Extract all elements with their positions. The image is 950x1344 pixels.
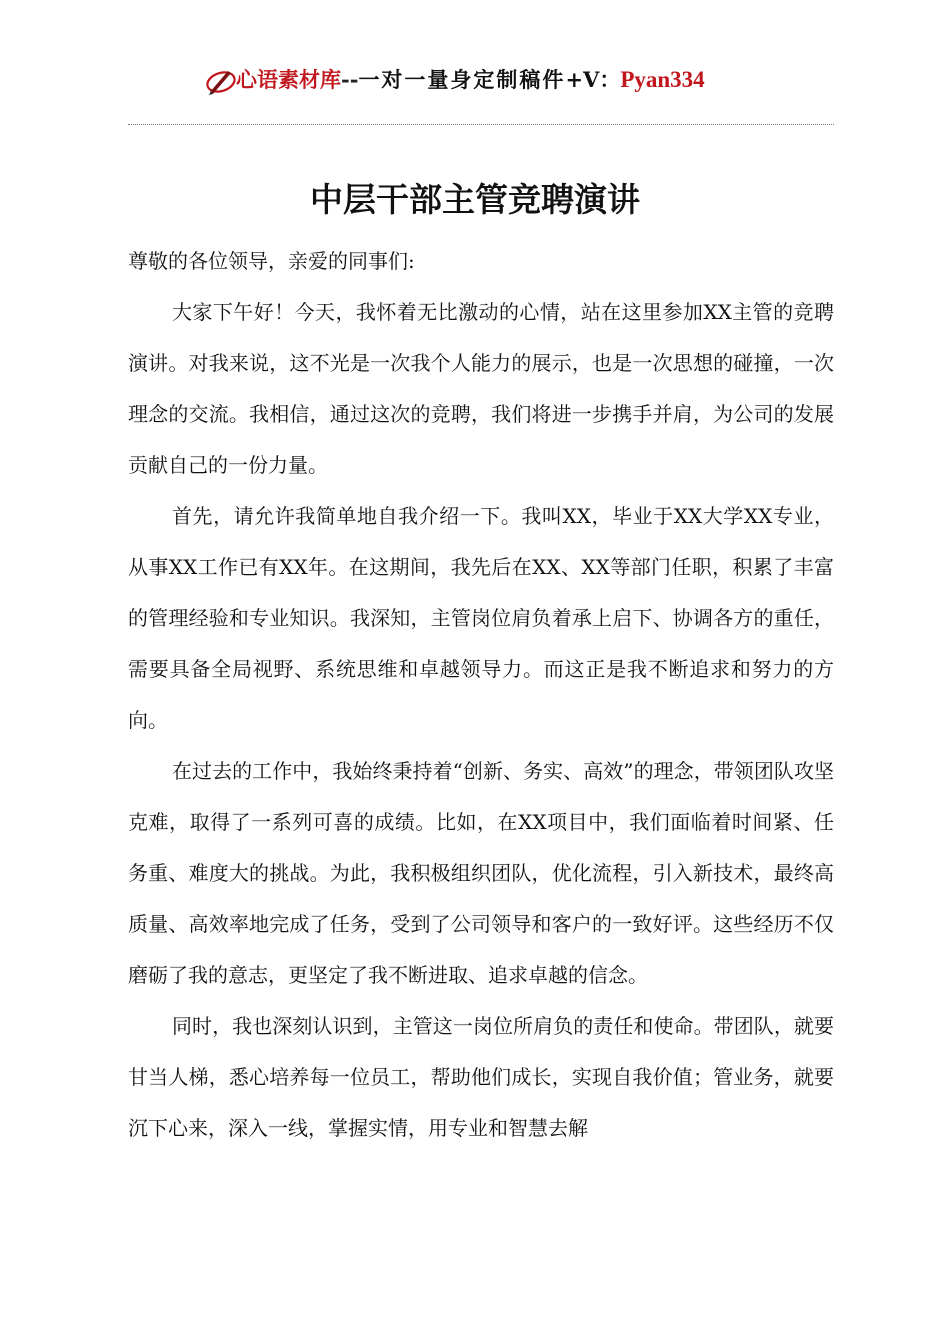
document-title: 中层干部主管竞聘演讲: [310, 180, 640, 219]
paragraph: 大家下午好！今天，我怀着无比激动的心情，站在这里参加XX主管的竞聘演讲。对我来说，这不光是一次我个人能力的展示，也是一次思想的碰撞，一次理念的交流。我相信，通过这次的竞聘，我们将进一步携手并肩，为公司的发展贡献自己的一份力量。: [128, 300, 834, 477]
salutation: 尊敬的各位领导，亲爱的同事们:: [128, 249, 415, 273]
header-separator: --: [341, 67, 359, 92]
paragraph: 同时，我也深刻认识到，主管这一岗位所肩负的责任和使命。带团队，就要甘当人梯，悉心培养每一位员工，帮助他们成长，实现自我价值；管业务，就要沉下心来，深入一线，掌握实情，用专业和智慧去解: [128, 1014, 834, 1140]
header-slogan: 一对一量身定制稿件: [358, 67, 566, 92]
contact-id: Pyan334: [620, 67, 705, 92]
contact-label: +V：: [565, 67, 621, 92]
paragraph: 首先，请允许我简单地自我介绍一下。我叫XX，毕业于XX大学XX专业，从事XX工作已有XX年。在这期间，我先后在XX、XX等部门任职，积累了丰富的管理经验和专业知识。我深知，主管岗位肩负着承上启下、协调各方的重任，需要具备全局视野、系统思维和卓越领导力。而这正是我不断追求和努力的方向。: [128, 504, 834, 732]
brand-name: 心语素材库: [236, 67, 341, 92]
paragraph: 在过去的工作中，我始终秉持着“创新、务实、高效”的理念，带领团队攻坚克难，取得了一系列可喜的成绩。比如，在XX项目中，我们面临着时间紧、任务重、难度大的挑战。为此，我积极组织团队，优化流程，引入新技术，最终高质量、高效率地完成了任务，受到了公司领导和客户的一致好评。这些经历不仅磨砺了我的意志，更坚定了我不断进取、追求卓越的信念。: [128, 759, 834, 987]
header-divider: [128, 124, 834, 125]
document-body: [128, 236, 834, 1154]
header-banner-text: [236, 66, 705, 94]
page-header: [0, 58, 950, 108]
